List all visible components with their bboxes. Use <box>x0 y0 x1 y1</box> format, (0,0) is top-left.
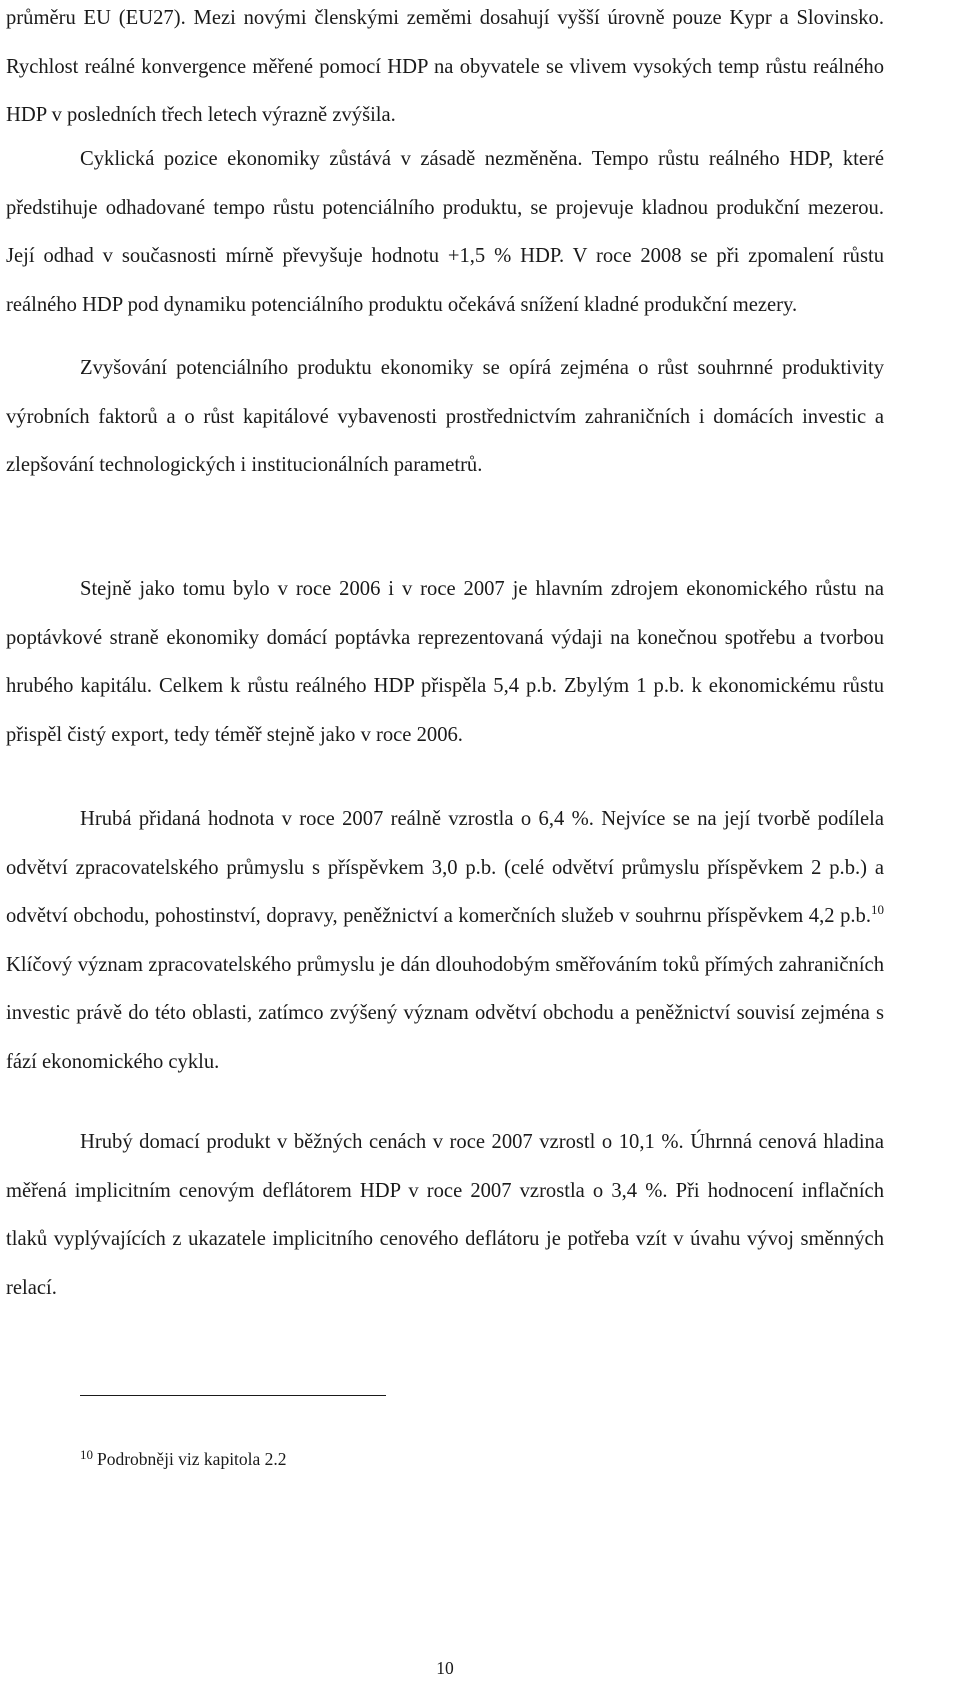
footnote-text: Podrobněji viz kapitola 2.2 <box>97 1449 287 1469</box>
footnote <box>80 1448 287 1472</box>
paragraph-nominal-gdp: Hrubý domací produkt v běžných cenách v roce 2007 vzrostl o 10,1 %. Úhrnná cenová hladina měřená implicitním cenovým deflátorem HDP v roce 2007 vzrostla o 3,4 %. Při hodnocení inflačních tlaků vyplývajících z ukazatele implicitního cenového deflátoru je potřeba vzít v úvahu vývoj směnných relací. <box>6 1131 884 1299</box>
paragraph-gva-text-before: Hrubá přidaná hodnota v roce 2007 reálně vzrostla o 6,4 %. Nejvíce se na její tvorbě podílela odvětví zpracovatelského průmyslu s příspěvkem 3,0 p.b. (celé odvětví průmyslu příspěvkem 2 p.b.) a odvětví obchodu, pohostinství, dopravy, peněžnictví a komerčních služeb v souhrnu příspěvkem 4,2 p.b. <box>6 808 884 928</box>
footnote-reference[interactable]: 10 <box>871 902 884 918</box>
paragraph-gross-value-added <box>6 795 884 1087</box>
paragraph-potential-output: Zvyšování potenciálního produktu ekonomiky se opírá zejména o růst souhrnné produktivity výrobních faktorů a o růst kapitálové vybavenosti prostřednictvím zahraničních i domácích investic a zlepšování technologických i institucionálních parametrů. <box>6 357 884 477</box>
paragraph-domestic-demand: Stejně jako tomu bylo v roce 2006 i v roce 2007 je hlavním zdrojem ekonomického růstu na poptávkové straně ekonomiky domácí poptávka reprezentovaná výdaji na konečnou spotřebu a tvorbou hrubého kapitálu. Celkem k růstu reálného HDP přispěla 5,4 p.b. Zbylým 1 p.b. k ekonomickému růstu přispěl čistý export, tedy téměř stejně jako v roce 2006. <box>6 578 884 746</box>
paragraph-eu-convergence: průměru EU (EU27). Mezi novými členskými zeměmi dosahují vyšší úrovně pouze Kypr a Slovinsko. Rychlost reálné konvergence měřené pomocí HDP na obyvatele se vlivem vysokých temp růstu reálného HDP v posledních třech letech výrazně zvýšila. <box>6 7 884 127</box>
footnote-separator <box>80 1395 386 1396</box>
paragraph-cyclical-position: Cyklická pozice ekonomiky zůstává v zásadě nezměněna. Tempo růstu reálného HDP, které předstihuje odhadované tempo růstu potenciálního produktu, se projevuje kladnou produkční mezerou. Její odhad v současnosti mírně převyšuje hodnotu +1,5 % HDP. V roce 2008 se při zpomalení růstu reálného HDP pod dynamiku potenciálního produktu očekává snížení kladné produkční mezery. <box>6 148 884 316</box>
paragraph-gva-text-after: Klíčový význam zpracovatelského průmyslu je dán dlouhodobým směřováním toků přímých zahraničních investic právě do této oblasti, zatímco zvýšený význam odvětví obchodu a peněžnictví souvisí zejména s fází ekonomického cyklu. <box>6 953 884 1073</box>
page-number: 10 <box>436 1658 454 1678</box>
footnote-number: 10 <box>80 1447 93 1462</box>
